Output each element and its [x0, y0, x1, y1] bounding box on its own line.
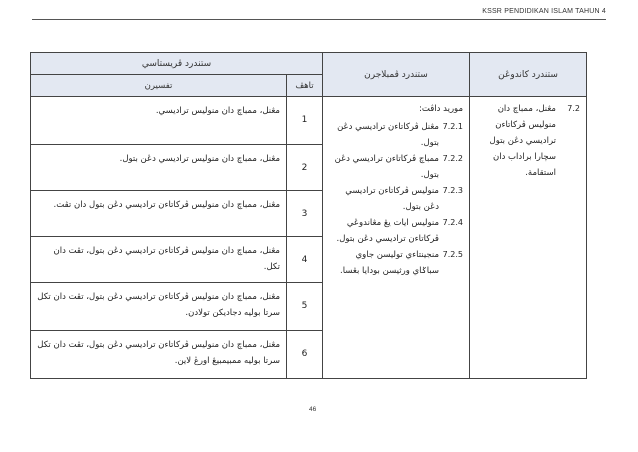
tahap-level: 1	[287, 97, 323, 145]
pembelajaran-text: منجينتاءي توليسن جاوي سباݢاي ورثيسن بودايا بڠسا.	[340, 250, 439, 276]
pembelajaran-item	[329, 247, 463, 279]
header-divider	[32, 19, 606, 20]
tahap-description: مڠنل، ممباچ دان منوليس تراديسي.	[31, 97, 287, 145]
tahap-level: 4	[287, 237, 323, 283]
tahap-description: مڠنل، ممباچ دان منوليس ڤرکاتاءن تراديسي دڠن بتول، تڤت دان تکل سرتا بوليه دجاديکن تولادن.	[31, 283, 287, 331]
tahap-description: مڠنل، ممباچ دان منوليس ڤرکاتاءن تراديسي دڠن بتول، تڤت دان تکل.	[31, 237, 287, 283]
header-kandungan: ستندرد کاندوڠن	[470, 53, 587, 97]
pembelajaran-code: 7.2.2	[442, 154, 463, 163]
header-pembelajaran: ستندرد ڤمبلاجرن	[323, 53, 470, 97]
kandungan-cell	[470, 97, 587, 379]
pembelajaran-code: 7.2.3	[442, 186, 463, 195]
pembelajaran-text: منوليس ڤرکاتاءن تراديسي دڠن بتول.	[345, 186, 439, 212]
page-number: 46	[309, 406, 317, 413]
pembelajaran-intro: موريد داڤت:	[419, 104, 463, 114]
pembelajaran-code: 7.2.1	[442, 122, 463, 131]
pembelajaran-text: مڠنل ڤرکاتاءن تراديسي دڠن بتول.	[337, 122, 439, 148]
document-header: KSSR PENDIDIKAN ISLAM TAHUN 4	[482, 8, 606, 15]
tahap-description: مڠنل، ممباچ دان منوليس تراديسي دڠن بتول.	[31, 145, 287, 191]
kandungan-text: مڠنل، ممباچ دان منوليس ڤرکاتاءن تراديسي دڠن بتول سچارا براداب دان استقامة.	[489, 104, 556, 178]
kandungan-code: 7.2	[567, 104, 580, 113]
pembelajaran-code: 7.2.5	[442, 250, 463, 259]
pembelajaran-text: منوليس ايات يڠ مڠاندوڠي ڤرکاتاءن تراديسي دڠن بتول.	[336, 218, 439, 244]
tahap-description: مڠنل، ممباچ دان منوليس ڤرکاتاءن تراديسي دڠن بتول دان تڤت.	[31, 191, 287, 237]
standards-table	[30, 52, 587, 379]
pembelajaran-item	[329, 151, 463, 183]
header-prestasi: ستندرد ڤريستاسي	[31, 53, 323, 75]
pembelajaran-item	[329, 119, 463, 151]
tahap-level: 3	[287, 191, 323, 237]
pembelajaran-code: 7.2.4	[442, 218, 463, 227]
pembelajaran-item	[329, 215, 463, 247]
tahap-level: 2	[287, 145, 323, 191]
header-tafsiran: تفسيرن	[31, 75, 287, 97]
tahap-description: مڠنل، ممباچ دان منوليس ڤرکاتاءن تراديسي دڠن بتول، تڤت دان تکل سرتا بوليه ممبيمبيڠ اورڠ لاين.	[31, 331, 287, 379]
pembelajaran-text: ممباچ ڤرکاتاءن تراديسي دڠن بتول.	[334, 154, 439, 180]
pembelajaran-item	[329, 183, 463, 215]
tahap-level: 6	[287, 331, 323, 379]
header-tahap: تاهڤ	[287, 75, 323, 97]
pembelajaran-cell	[323, 97, 470, 379]
tahap-level: 5	[287, 283, 323, 331]
